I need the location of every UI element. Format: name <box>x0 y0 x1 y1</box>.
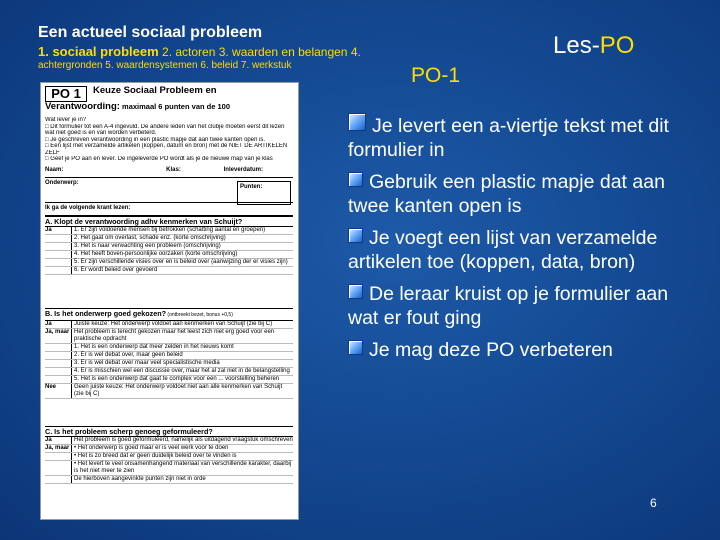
bullet-item <box>348 171 683 218</box>
table-row <box>45 476 293 484</box>
square-bullet-icon <box>348 284 363 299</box>
section-b-title-text: B. Is het onderwerp goed gekozen? <box>45 309 167 318</box>
row-label <box>45 360 71 367</box>
verantwoording-points: maximaal 6 punten van de 100 <box>119 102 230 111</box>
row-label: Ja <box>45 437 52 443</box>
table-row <box>45 360 293 368</box>
step-list-line-2: achtergronden 5. waardensystemen 6. beleid 7. werkstuk <box>38 60 292 71</box>
step-list-rest: 2. actoren 3. waarden en belangen 4. <box>158 45 361 59</box>
po-box: PO 1 <box>45 86 87 102</box>
row-text: 2. Het gaat om overlast, schade enz. (korte omschrijving) <box>71 235 293 242</box>
table-row <box>45 437 293 445</box>
section-c <box>45 426 293 484</box>
field-inleverdatum: Inleverdatum: <box>223 167 263 173</box>
field-onderwerp: Onderwerp: <box>45 180 79 186</box>
bullet-text: Je mag deze PO verbeteren <box>369 339 613 361</box>
section-b <box>45 308 293 399</box>
table-row <box>45 344 293 352</box>
bullet-text: De leraar kruist op je formulier aan wat er fout ging <box>348 283 669 329</box>
row-text: 3. Het is naar verwachting een probleem (omschrijving) <box>71 243 293 250</box>
section-a-title: A. Klopt de verantwoording adhv kenmerken van Schuijt? <box>45 216 293 227</box>
row-text: Het probleem is goed geformuleerd, namelijk als uitdagend vraagstuk omschreven <box>71 437 293 444</box>
bullet-text: Gebruik een plastic mapje dat aan twee kanten open is <box>348 171 665 217</box>
table-row <box>45 251 293 259</box>
intro-line: □ Een lijst met verzamelde artikelen (koppen, datum en bron) met de NIET DE ARTIKELEN <box>45 143 288 149</box>
table-row <box>45 384 293 399</box>
row-label <box>45 453 71 460</box>
slide-title: Een actueel sociaal probleem <box>38 24 263 41</box>
section-b-title <box>45 308 293 321</box>
table-row <box>45 235 293 243</box>
row-text: 5. Het is een onderwerp dat gaat te complex voor een ... voorstelling beheren <box>71 376 293 383</box>
section-c-rows <box>45 437 293 484</box>
table-row <box>45 352 293 360</box>
row-text: 6. Er wordt beleid over gevoerd <box>71 267 293 274</box>
row-label <box>45 476 71 483</box>
intro-line: □ Geef je PO aan en lever. De ingeleverde PO wordt als je de nieuwe map van je klas <box>45 156 273 162</box>
row-text: 1. Er zijn voldoende mensen bij betrokken (schatting aantal en groepen) <box>71 227 293 234</box>
les-prefix: Les- <box>553 32 600 59</box>
bullet-item <box>348 339 683 363</box>
row-label <box>45 344 71 351</box>
bullet-item <box>348 227 683 274</box>
intro-line: □ Je geschreven verantwoording in een plastic mapje dat aan twee kanten open is. <box>45 136 266 143</box>
row-text: • Het levert te veel onsamenhangend materiaal van verschillende karakter, daarbij is het niet meer te zien <box>71 461 293 475</box>
field-artikelen: Ik ga de volgende krant lezen: <box>45 205 131 211</box>
row-text: Juiste keuze: Het onderwerp voldoet aan kenmerken van Schuijt (zie bij C) <box>71 321 293 328</box>
row-label: Ja <box>45 227 52 233</box>
intro-line: ZELF <box>45 149 60 156</box>
square-bullet-icon <box>348 113 366 131</box>
intro-line: □ Dit formulier tot een A-4 ingevuld. De andere leden van het clubje moeten eerst dit lezen <box>45 123 285 130</box>
row-label: Nee <box>45 384 57 390</box>
row-label <box>45 251 71 258</box>
row-text: 3. Er is wel debat over maar veel specialistische media <box>71 360 293 367</box>
field-klas: Klas: <box>166 167 181 173</box>
row-text: • Het onderwerp is goed maar er is veel werk voor te doen <box>71 445 293 452</box>
table-row <box>45 321 293 329</box>
table-row <box>45 461 293 476</box>
bullet-item <box>348 113 683 162</box>
row-label <box>45 352 71 359</box>
step-list-line-1 <box>38 44 361 59</box>
bullet-item <box>348 283 683 330</box>
square-bullet-icon <box>348 172 363 187</box>
bullet-list <box>348 113 683 372</box>
step-current: 1. sociaal probleem <box>38 44 159 59</box>
section-c-title: C. Is het probleem scherp genoeg geformuleerd? <box>45 426 293 437</box>
bullet-text: Je voegt een lijst van verzamelde artikelen toe (koppen, data, bron) <box>348 227 658 273</box>
section-a-rows <box>45 227 293 275</box>
section-a <box>45 216 293 275</box>
row-label <box>45 267 71 274</box>
intro-line: Wat lever je in? <box>45 117 87 123</box>
table-row <box>45 453 293 461</box>
field-naam: Naam: <box>45 167 64 173</box>
row-label <box>45 368 71 375</box>
form-verantwoording <box>45 103 230 110</box>
table-row <box>45 243 293 251</box>
table-row <box>45 259 293 267</box>
section-b-title-note: (ontbreekt bezet, bonus +0,5) <box>166 312 233 318</box>
les-po-suffix: PO <box>599 32 635 59</box>
form-document-image <box>40 82 299 520</box>
row-text: Geen juiste keuze: Het onderwerp voldoet niet aan alle kenmerken van Schuijt (zie bij C) <box>71 384 293 398</box>
row-label <box>45 376 71 383</box>
table-row <box>45 267 293 275</box>
table-row <box>45 376 293 384</box>
les-po-label <box>553 32 634 60</box>
row-label <box>45 243 71 250</box>
row-label <box>45 235 71 242</box>
row-label <box>45 461 71 475</box>
row-text: 4. Het heeft boven-persoonlijke oorzaken (korte omschrijving) <box>71 251 293 258</box>
table-row <box>45 368 293 376</box>
row-text: De hierboven aangevinkte punten zijn niet in orde <box>71 476 293 483</box>
row-text: 2. Er is wel debat over, maar geen beleid <box>71 352 293 359</box>
row-label: Ja <box>45 321 52 327</box>
verantwoording-label: Verantwoording: <box>45 101 120 112</box>
intro-line: wat niet goed is en van worden verbeterd. <box>45 130 157 136</box>
page-number: 6 <box>650 496 657 510</box>
po1-label: PO-1 <box>411 64 461 87</box>
form-heading: Keuze Sociaal Probleem en <box>93 85 217 96</box>
row-label <box>45 259 71 266</box>
square-bullet-icon <box>348 340 363 355</box>
table-row <box>45 445 293 453</box>
row-text: 4. Er is misschien wel een discussie over, maar het al zal niet in de belangstelling <box>71 368 293 375</box>
row-label: Ja, maar <box>45 445 70 451</box>
form-row-naam <box>45 165 293 178</box>
form-intro <box>45 117 293 163</box>
row-text: Het probleem is terecht gekozen maar het leest zich niet erg goed voor een praktische opdracht <box>71 329 293 343</box>
row-text: 5. Er zijn verschillende visies over en is beleid over (aanwijzing der er visies zijn) <box>71 259 293 266</box>
table-row <box>45 329 293 344</box>
table-row <box>45 227 293 235</box>
bullet-text: Je levert een a-viertje tekst met dit formulier in <box>348 115 669 161</box>
row-text: 1. Het is een onderwerp dat meer zelden in het nieuws komt <box>71 344 293 351</box>
row-text: • Het is zo breed dat er geen duidelijk beleid over te vinden is <box>71 453 293 460</box>
square-bullet-icon <box>348 228 363 243</box>
row-label: Ja, maar <box>45 329 70 335</box>
section-b-rows <box>45 321 293 399</box>
punten-box: Punten: <box>237 181 291 205</box>
